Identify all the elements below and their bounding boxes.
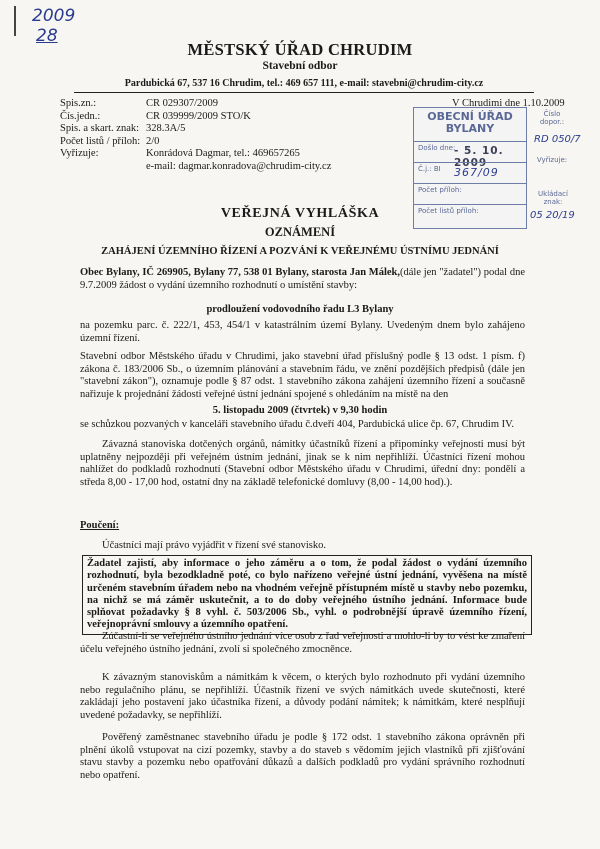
meta-label: Spis.zn.:: [60, 98, 97, 109]
applicant-name: Obec Bylany, IČ 269905, Bylany 77, 538 01 Bylany, starosta Jan Málek,: [80, 267, 400, 278]
reference-block: [60, 98, 331, 173]
meta-label: Spis. a skart. znak:: [60, 123, 140, 134]
public-representative-paragraph: Zúčastní-li se veřejného ústního jednání více osob z řad veřejnosti a mohlo-li by to vést ke zmaření účelu veřejného ústního jednání, zvolí si společného zmocněnce.: [80, 631, 525, 655]
stamp-title: [414, 111, 526, 135]
stamp-side-label: Ukládací znak:: [538, 190, 568, 206]
header-divider: [74, 92, 534, 93]
meta-label: Čís.jedn.:: [60, 110, 101, 122]
meta-value: 2/0: [146, 135, 160, 147]
stamp-label: Počet listů příloh:: [418, 207, 479, 215]
notice-heading: ZAHÁJENÍ ÚZEMNÍHO ŘÍZENÍ A POZVÁNÍ K VEŘEJNÉMU ÚSTNÍMU JEDNÁNÍ: [101, 246, 499, 257]
authorized-employee-paragraph: Pověřený zaměstnanec stavebního úřadu je podle § 172 odst. 1 stavebního zákona oprávněn při plnění úkolů vstupovat na cizí pozemky, stavby a do staveb s vědomím jejich vlastníků při zjišťování stavu stavby a pozemku nebo opatřování důkazů a dalších podkladů pro vydání správního rozhodnutí nebo opatření.: [80, 732, 525, 781]
hearing-date: 5. listopadu 2009 (čtvrtek) v 9,30 hodin: [212, 405, 388, 416]
stamp-side-label: Vyřizuje:: [536, 156, 568, 164]
meta-value: e-mail: dagmar.konradova@chrudim-city.cz: [146, 160, 332, 172]
applicant-paragraph: [80, 267, 525, 292]
meta-label: Počet listů / příloh:: [60, 135, 141, 147]
office-address: Pardubická 67, 537 16 Chrudim, tel.: 469 657 111, e-mail: stavebni@chrudim-city.cz: [124, 78, 484, 89]
meeting-location: se schůzkou pozvaných v kanceláři stavebního úřadu č.dveří 404, Pardubická ulice čp. 67, Chrudim IV.: [80, 419, 514, 430]
applicant-obligation-box: Žadatel zajistí, aby informace o jeho záměru a o tom, že podal žádost o vydání územního rozhodnutí, byla bezodkladně poté, co bylo nařízeno veřejné ústní jednání, vyvěšena na místě určeném stavebním úřadem nebo na vhodném veřejně přístupném místě u stavby nebo pozemku, na nichž se má záměr uskutečnit, a to do doby veřejného ústního jednání. Informace bude splňovat požadavky § 8 vyhl. č. 503/2006 Sb., vyhl. o podrobnější úpravě územního řízení, veřejnoprávní smlouvy a územního opatření.: [82, 555, 532, 635]
handwritten-storage-code: 05 20/19: [530, 210, 575, 221]
department-name: Stavební odbor: [262, 60, 338, 72]
stamp-ref-number: 367/09: [454, 166, 499, 179]
handwritten-year: 2009: [32, 6, 76, 26]
meta-label: [60, 161, 146, 174]
notice-title: VEŘEJNÁ VYHLÁŠKA: [220, 206, 380, 221]
meta-label: Vyřizuje:: [60, 148, 99, 159]
stamp-label: Došlo dne:: [418, 144, 456, 152]
construction-subject: prodloužení vodovodního řadu L3 Bylany: [206, 304, 394, 315]
rights-sentence: Účastníci mají právo vyjádřit v řízení své stanovisko.: [102, 540, 326, 551]
stamp-side-label: Číslo dopor.:: [539, 110, 565, 126]
meta-value: CR 039999/2009 STO/K: [146, 110, 251, 122]
handwritten-number: 28: [36, 26, 58, 46]
stamp-row-attachments: [414, 183, 526, 204]
meta-value: 328.3A/5: [146, 123, 186, 134]
stamp-title-line2: BYLANY: [445, 122, 495, 135]
issue-date: V Chrudimi dne 1.10.2009: [452, 98, 565, 109]
stamp-title-line1: OBECNÍ ÚŘAD: [427, 110, 513, 123]
stamp-row-ref: [414, 162, 526, 183]
applicant-details: (dále jen "žadatel") podal dne 9.7.2009 žádost o vydání územního rozhodnutí o umístění stavby:: [80, 267, 525, 291]
stamp-label: Počet příloh:: [418, 186, 462, 194]
instructions-heading: Poučení:: [80, 520, 120, 531]
office-name: MĚSTSKÝ ÚŘAD CHRUDIM: [187, 40, 413, 59]
objections-paragraph: Závazná stanoviska dotčených orgánů, námitky účastníků řízení a připomínky veřejnosti musí být uplatněny nejpozději při veřejném ústním jednání, jinak se k nim nepřihlíží. Účastníci řízení mohou nahlížet do podkladů rozhodnutí (Stavební odbor Městského úřadu v Chrudimi, úřední dny: pondělí a středa 8,00 - 17,00 hod, ostatní dny na základě telefonické domluvy (8,00 - 14,00 hod).).: [80, 439, 525, 488]
parcel-paragraph: na pozemku parc. č. 222/1, 453, 454/1 v katastrálním území Bylany. Uvedeným dnem bylo zahájeno územní řízení.: [80, 320, 525, 344]
binding-opinions-paragraph: K závazným stanoviskům a námitkám k věcem, o kterých bylo rozhodnuto při vydání územního nebo regulačního plánu, se nepřihlíží. Účastník řízení ve svých námitkách uvede skutečnosti, které zakládají jeho postavení jako účastníka řízení, a důvody podání námitek; k námitkám, které nesplňují uvedené požadavky, se nepřihlíží.: [80, 672, 525, 721]
stamp-label: Č.j.: BI: [418, 165, 441, 173]
meta-value: Konrádová Dagmar, tel.: 469657265: [146, 148, 300, 159]
stamp-received-date: - 5. 10. 2009: [454, 145, 504, 169]
meta-value: CR 029307/2009: [146, 98, 219, 109]
binder-mark: [14, 6, 16, 36]
notice-subtitle: OZNÁMENÍ: [264, 225, 336, 239]
handwritten-stamp-ref: RD 050/7: [534, 134, 581, 145]
authority-paragraph: Stavební odbor Městského úřadu v Chrudimi, jako stavební úřad příslušný podle § 13 odst. 1 písm. f) zákona č. 183/2006 Sb., o územním plánování a stavebním řádu, ve znění pozdějších předpisů (dále jen "stavební zákon"), oznamuje podle § 87 odst. 1 stavebního zákona zahájení územního řízení a současně nařizuje k projednání žádosti veřejné ústní jednání spojené s ohledáním na místě na den: [80, 351, 525, 400]
